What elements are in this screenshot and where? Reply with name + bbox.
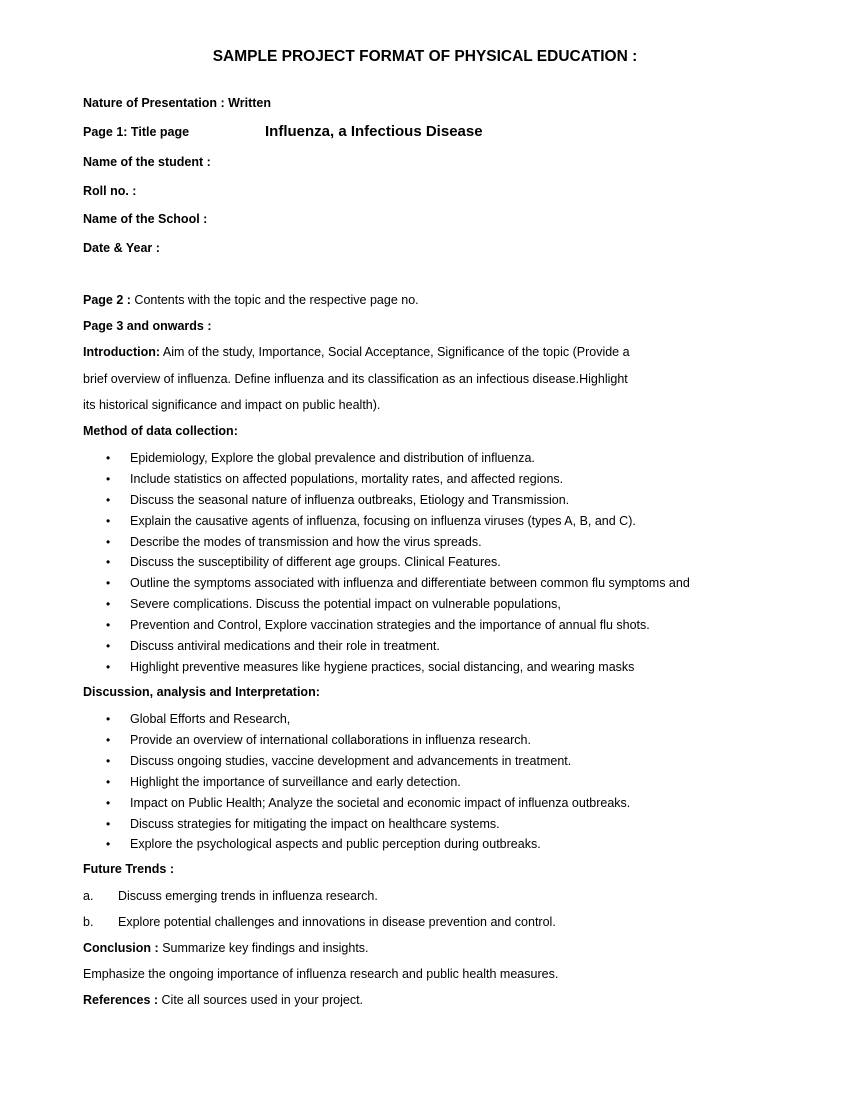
school-name-label: Name of the School : (83, 212, 208, 226)
discussion-heading: Discussion, analysis and Interpretation: (83, 685, 320, 699)
method-item: Include statistics on affected populations, mortality rates, and affected regions. (130, 472, 564, 486)
page2-line (83, 293, 419, 307)
introduction-label: Introduction: (83, 345, 161, 359)
introduction-text-1: Aim of the study, Importance, Social Acceptance, Significance of the topic (Provide a (162, 345, 630, 359)
enum-marker: a. (83, 889, 94, 903)
discussion-item: Explore the psychological aspects and public perception during outbreaks. (130, 837, 541, 851)
discussion-item: Discuss strategies for mitigating the impact on healthcare systems. (130, 817, 500, 831)
method-item: Describe the modes of transmission and how the virus spreads. (130, 535, 482, 549)
bullet-icon: • (106, 775, 111, 789)
bullet-icon: • (106, 837, 111, 851)
method-item: Discuss the seasonal nature of influenza outbreaks, Etiology and Transmission. (130, 493, 570, 507)
bullet-icon: • (106, 451, 111, 465)
discussion-item: Impact on Public Health; Analyze the societal and economic impact of influenza outbreaks. (130, 796, 631, 810)
page1-label: Page 1: Title page (83, 125, 190, 139)
discussion-item: Global Efforts and Research, (130, 712, 291, 726)
bullet-icon: • (106, 472, 111, 486)
discussion-item: Highlight the importance of surveillance and early detection. (130, 775, 461, 789)
bullet-icon: • (106, 597, 111, 611)
emphasize-line: Emphasize the ongoing importance of influenza research and public health measures. (83, 967, 559, 981)
conclusion-text: Summarize key findings and insights. (162, 941, 369, 955)
references-label: References : (83, 993, 159, 1007)
page3-label: Page 3 and onwards : (83, 319, 212, 333)
bullet-icon: • (106, 639, 111, 653)
introduction-line-3: its historical significance and impact on public health). (83, 398, 381, 412)
future-trend-item: Discuss emerging trends in influenza research. (118, 889, 378, 903)
references-text: Cite all sources used in your project. (161, 993, 364, 1007)
student-name-label: Name of the student : (83, 155, 211, 169)
method-item: Highlight preventive measures like hygiene practices, social distancing, and wearing masks (130, 660, 635, 674)
introduction-line-1 (83, 345, 630, 359)
future-trends-heading: Future Trends : (83, 862, 174, 876)
method-item: Prevention and Control, Explore vaccination strategies and the importance of annual flu shots. (130, 618, 650, 632)
bullet-icon: • (106, 618, 111, 632)
method-heading: Method of data collection: (83, 424, 238, 438)
bullet-icon: • (106, 817, 111, 831)
method-item: Discuss the susceptibility of different age groups. Clinical Features. (130, 555, 501, 569)
date-year-label: Date & Year : (83, 241, 160, 255)
future-trend-item: Explore potential challenges and innovations in disease prevention and control. (118, 915, 556, 929)
method-item: Explain the causative agents of influenza, focusing on influenza viruses (types A, B, and C). (130, 514, 636, 528)
conclusion-label: Conclusion : (83, 941, 159, 955)
page-title: SAMPLE PROJECT FORMAT OF PHYSICAL EDUCATION : (212, 48, 638, 65)
bullet-icon: • (106, 555, 111, 569)
enum-marker: b. (83, 915, 94, 929)
bullet-icon: • (106, 576, 111, 590)
method-item: Epidemiology, Explore the global prevalence and distribution of influenza. (130, 451, 535, 465)
page2-label: Page 2 : (83, 293, 131, 307)
bullet-icon: • (106, 660, 111, 674)
conclusion-line (83, 941, 369, 955)
bullet-icon: • (106, 535, 111, 549)
discussion-item: Provide an overview of international collaborations in influenza research. (130, 733, 531, 747)
roll-no-label: Roll no. : (83, 184, 137, 198)
discussion-item: Discuss ongoing studies, vaccine development and advancements in treatment. (130, 754, 572, 768)
bullet-icon: • (106, 796, 111, 810)
references-line (83, 993, 363, 1007)
nature-of-presentation: Nature of Presentation : Written (83, 96, 271, 110)
method-item: Outline the symptoms associated with influenza and differentiate between common flu symptoms and (130, 576, 690, 590)
bullet-icon: • (106, 493, 111, 507)
bullet-icon: • (106, 712, 111, 726)
bullet-icon: • (106, 733, 111, 747)
project-title: Influenza, a Infectious Disease (265, 123, 483, 140)
bullet-icon: • (106, 754, 111, 768)
page2-text: Contents with the topic and the respective page no. (134, 293, 419, 307)
introduction-line-2: brief overview of influenza. Define influenza and its classification as an infectious disease.Highlight (83, 372, 628, 386)
bullet-icon: • (106, 514, 111, 528)
method-item: Discuss antiviral medications and their role in treatment. (130, 639, 440, 653)
method-item: Severe complications. Discuss the potential impact on vulnerable populations, (130, 597, 561, 611)
